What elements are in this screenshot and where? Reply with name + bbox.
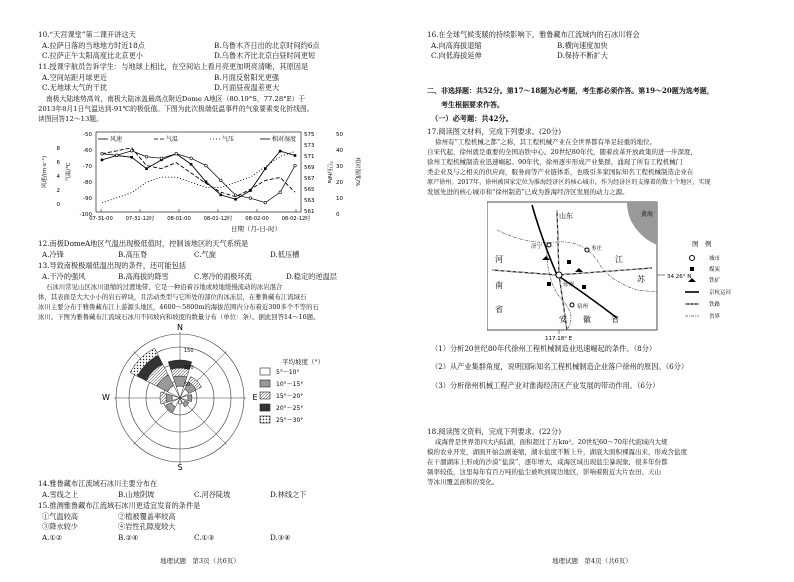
rose-south-label: S xyxy=(177,463,183,472)
map-label-su: 苏 xyxy=(637,275,645,284)
q16-option-d: D.保持不断扩大 xyxy=(557,51,608,60)
section2-title: 二、非选择题：共52分。第17～18题为必考题，考生都必须作答。第19～20题为选考题， xyxy=(427,86,714,95)
q16-option-b: B.横向速度加快 xyxy=(557,41,608,50)
wind-tick: 0 xyxy=(56,202,60,208)
q14-option-d: D.林线之下 xyxy=(270,490,307,499)
q17-text-2: 自宋代起，徐州就是重要的全国冶铁中心。20世纪80年代，随着改革开放政策的进一步深度， xyxy=(427,148,698,156)
wind-point xyxy=(190,163,193,166)
legend-iron: 铁矿 xyxy=(709,278,721,284)
q15-item-3: ③降水较少 xyxy=(42,522,78,531)
q15-option-b: B.②④ xyxy=(118,533,139,542)
x-tick-label: 08-02-00 xyxy=(245,216,269,222)
q10-option-b: B.乌鲁木齐日出的北京时间约6点 xyxy=(214,41,320,50)
legend-railway: 铁路 xyxy=(709,302,721,308)
pressure-tick: 571 xyxy=(304,154,315,160)
x-tick-label: 08-01-12时 xyxy=(203,216,233,222)
legend-coal: 煤炭 xyxy=(709,267,721,273)
q17-text-4: 类企业及与之相关的供应商，服务商等产业链体系，也吸引多家国际知名工程机械制造企业在 xyxy=(427,168,694,176)
q16-option-a: A.向高海拔退缩 xyxy=(431,41,482,50)
legend-coal-icon xyxy=(690,267,694,271)
humidity-point xyxy=(234,194,237,197)
humidity-point xyxy=(116,154,119,157)
map-label-jiang: 江 xyxy=(615,255,623,264)
rose-legend-label-3: 20°～25° xyxy=(276,405,304,412)
rose-tick-50: 50 xyxy=(184,382,191,388)
legend-border: 省界 xyxy=(709,314,721,320)
q13-option-c: C.寒冷的雨极环流 xyxy=(194,272,252,281)
section2-subtitle: 考生根据要求作答。 xyxy=(441,100,504,109)
humidity-point xyxy=(175,152,178,155)
passage1-line2: 2013年8月1日气温达到-91℃的极低值。下图为此次极端低温事件的气象要素变化折线图。 xyxy=(38,105,314,113)
pressure-tick: 563 xyxy=(304,198,315,204)
legend-city: 城市 xyxy=(709,256,721,262)
q12-stem: 12.南极DomeA地区气温出现极低值时，控制该地区的天气系统是 xyxy=(38,239,249,248)
q10-option-c: C.拉萨正午太阳高度比北京更小 xyxy=(42,51,143,60)
q17-sub2: （2）从产业集群角度，说明国际知名工程机械制造企业落户徐州的原因。（6分） xyxy=(431,362,689,371)
q16-stem: 16.在全球气候变暖的持续影响下，雅鲁藏布江流域内的石冰川将会 xyxy=(427,30,640,39)
humidity-tick: 10 xyxy=(336,196,343,202)
map-label-sheng-1: 省 xyxy=(611,315,619,324)
legend-label-1: 气温 xyxy=(166,136,179,143)
chart-ylabel-wind: 风速/(m·s⁻¹) xyxy=(42,155,48,189)
map-longitude: 117.18° E xyxy=(545,336,573,342)
rock-glacier-rose-diagram xyxy=(100,322,360,472)
q15-item-1: ①气温较高 xyxy=(42,512,78,521)
q13-option-a: A.干冷的强风 xyxy=(42,272,86,281)
rose-legend-swatch-4 xyxy=(260,416,270,423)
wind-point xyxy=(234,198,237,201)
rose-legend-label-1: 10°～15° xyxy=(276,381,304,388)
rose-legend-label-0: 5°～10° xyxy=(276,369,300,376)
series-line-1 xyxy=(102,148,295,197)
wind-point xyxy=(130,156,133,159)
q12-option-b: B.高压脊 xyxy=(118,250,148,259)
map-label-an: 安 xyxy=(559,315,567,324)
legend-label-0: 风速 xyxy=(110,136,123,143)
required-heading: （一）必考题：共42分。 xyxy=(431,114,513,123)
rose-legend-swatch-2 xyxy=(260,392,270,399)
q10-option-d: D.乌鲁木齐比北京白昼时间更短 xyxy=(214,51,316,60)
q10-stem: 10.“天宫课堂”第二课开讲这天 xyxy=(38,30,136,39)
wind-tick: 8 xyxy=(56,146,60,152)
q11-option-a: A.空间站距月球更近 xyxy=(42,73,107,82)
q12-option-d: D.低压槽 xyxy=(270,250,300,259)
map-label-xuzhou: 徐州 xyxy=(563,282,575,288)
q18-text-5: 等冰川覆盖面积的变化。 xyxy=(427,478,499,486)
temp-tick: -50 xyxy=(83,132,92,138)
passage2-line1: 石冰川常见山区冰川退缩的过渡地带，它是一种沿着谷地或坡地缓慢流动的冰岩混合 xyxy=(46,283,283,291)
humidity-tick: 50 xyxy=(336,132,343,138)
q14-option-a: A.雪线之上 xyxy=(42,490,79,499)
q11-stem: 11.授课宇航员告诉学生：与地球上相比，在空间站上看月亮更加明亮清晰，其原因是 xyxy=(38,62,309,71)
legend-canal: 京杭运河 xyxy=(709,290,732,296)
map-latitude: 34.26° N xyxy=(667,274,692,280)
map-label-shandong: 山东 xyxy=(559,212,573,220)
q10-option-a: A.拉萨日落的当地地方时近18点 xyxy=(42,41,145,50)
humidity-point xyxy=(249,197,252,200)
humidity-tick: 40 xyxy=(336,148,343,154)
q18-text-1: 咸海曾是世界第四大内陆湖，面积超过了万km²。20世纪60～70年代流域内大规 xyxy=(435,438,668,446)
wind-point xyxy=(294,154,297,157)
pressure-tick: 561 xyxy=(304,209,315,215)
map-label-sheng-2: 省 xyxy=(495,305,503,314)
map-label-jining: 济宁 xyxy=(531,244,543,250)
map-label-zaozhuang: 枣庄 xyxy=(591,246,603,252)
pressure-tick: 573 xyxy=(304,143,315,149)
temp-tick: -90 xyxy=(83,196,92,202)
q17-sub1: （1）分析20世纪80年代徐州工程机械制造业迅速崛起的条件。（8分） xyxy=(431,344,657,353)
rose-legend-label-4: 25°～30° xyxy=(276,417,304,424)
q14-option-c: C.河谷陡坡 xyxy=(194,490,231,499)
pressure-tick: 565 xyxy=(304,187,315,193)
chart-ylabel-pressure: 气压/hPa xyxy=(326,160,332,184)
q17-text-6: 发展先进的核心城市和“徐州制造”已成为淮海经济区发展的动力之源。 xyxy=(427,188,629,196)
wind-point xyxy=(205,180,208,183)
temp-tick: -80 xyxy=(83,180,92,186)
q16-option-c: C.向低海拔延伸 xyxy=(431,51,482,60)
q11-option-d: D.月面昼夜温差更大 xyxy=(214,83,280,92)
rose-wedge xyxy=(188,394,192,401)
humidity-tick: 30 xyxy=(336,164,343,170)
q17-text-1: 徐州有“工程机械之都”之称，其工程机械产业在全世界都有举足轻重的地位。 xyxy=(435,138,657,146)
rose-legend-label-2: 15°～20° xyxy=(276,393,304,400)
map-label-nan: 南 xyxy=(495,281,503,290)
rose-legend-title: 平均坡度（°） xyxy=(282,358,325,366)
passage2-line3: 冰川主要分布于雅鲁藏布江上游源头地区，4600～5800m的海拔范围内分布着近300多个不等的石 xyxy=(38,303,319,311)
map-label-he: 河 xyxy=(495,255,503,264)
rose-legend-swatch-1 xyxy=(260,380,270,387)
rose-legend-swatch-0 xyxy=(260,368,270,375)
humidity-tick: 20 xyxy=(336,180,343,186)
xuzhou-map xyxy=(487,200,777,342)
q15-option-a: A.①② xyxy=(42,533,63,542)
pressure-tick: 575 xyxy=(304,132,315,138)
q13-stem: 13.导致南极极端低温出现的条件，还可能包括 xyxy=(38,261,186,270)
humidity-point xyxy=(294,164,297,167)
map-sea-label: 黄海 xyxy=(641,211,654,218)
chart-ylabel-humidity: 相对湿度/% xyxy=(354,157,360,187)
q18-text-2: 模的农业开发，湖面开始急剧萎缩，湖水盐度不断上升，湖底大面积裸露出来，形成含盐度 xyxy=(427,448,687,456)
chart-frame xyxy=(96,132,301,212)
q14-option-b: B.山地阴坡 xyxy=(118,490,155,499)
humidity-point xyxy=(101,152,104,155)
q17-text-5: 原产徐州。2017年，徐州被国家定位为淮海经济区的核心城市，作为经济区的支撑着的数十个地区，实现 xyxy=(427,179,711,186)
rose-wedge xyxy=(160,392,167,404)
q17-stem: 17.阅读图文材料，完成下列要求。(20分) xyxy=(427,127,561,136)
q15-option-c: C.①③ xyxy=(194,533,215,542)
humidity-point xyxy=(190,157,193,160)
humidity-point xyxy=(264,201,267,204)
humidity-point xyxy=(219,179,222,182)
humidity-point xyxy=(160,157,163,160)
x-tick-label: 08-02-12时 xyxy=(281,216,311,222)
humidity-point xyxy=(279,191,282,194)
temp-tick: -70 xyxy=(83,164,92,170)
footer-left: 地理试题 第3页（共6页） xyxy=(160,557,240,565)
passage2-line2: 体，其表面是大大小小的岩石碎块，且活动类型与它所处的部位的冰冻层，在雅鲁藏布江流域石 xyxy=(38,293,307,301)
humidity-point xyxy=(130,150,133,153)
page-right xyxy=(397,0,794,582)
q15-item-4: ④岩性孔隙度较大 xyxy=(118,522,176,531)
q18-text-3: 在干涸湖床上形成的沙漠“盐漠”，逐年增大，咸海区域出现盐尘暴现象，很多年份都 xyxy=(427,458,668,466)
x-tick-label: 08-01-00 xyxy=(167,216,191,222)
q11-option-c: C.无地球大气的干扰 xyxy=(42,83,108,92)
passage1-line3: 读图回答12～13题。 xyxy=(38,115,103,123)
q13-option-b: B.高海拔的降雪 xyxy=(118,272,169,281)
wind-point xyxy=(101,159,104,162)
q15-item-2: ②植被覆盖率较高 xyxy=(118,512,176,521)
humidity-tick: 0 xyxy=(336,212,340,218)
passage1-line1: 南极大陆地势高耸，南极大陆冰盖最高点附近Dome A地区（80.19°S，77.28°E）于 xyxy=(46,95,306,103)
rose-north-label: N xyxy=(177,323,183,332)
rose-tick-150: 150 xyxy=(184,348,194,354)
q18-text-4: 频率较低，这里每年有百万吨的盐尘被吹到周边地区，影响着附近大片农田、天山 xyxy=(427,468,661,476)
humidity-point xyxy=(205,164,208,167)
wind-point xyxy=(145,167,148,170)
q12-option-a: A.冷锋 xyxy=(42,250,64,259)
weather-line-chart xyxy=(36,126,366,236)
temp-tick: -100 xyxy=(79,212,92,218)
wind-point xyxy=(279,150,282,153)
chart-xlabel: 日期（月-日-时） xyxy=(230,225,282,233)
rose-east-label: E xyxy=(252,393,258,402)
x-tick-label: 07-31-00 xyxy=(89,216,113,222)
q14-stem: 14.雅鲁藏布江流域石冰川主要分布在 xyxy=(38,479,158,488)
passage2-line4: 冰川。下图为雅鲁藏布江流域石冰川不同坡向和坡度的数量分布（单位：条）。据此回答14～16题。 xyxy=(38,313,320,321)
series-line-2 xyxy=(102,151,295,202)
q12-option-c: C.气旋 xyxy=(194,250,216,259)
q15-stem: 15.推测雅鲁藏布江流域石冰川更适宜发育的条件是 xyxy=(38,501,201,510)
wind-point xyxy=(219,194,222,197)
q13-option-d: D.稳定的逆温层 xyxy=(286,272,337,281)
wind-tick: 6 xyxy=(56,160,60,166)
temp-tick: -60 xyxy=(83,148,92,154)
chart-ylabel-temp: 气温/℃ xyxy=(66,162,72,182)
footer-right: 地理试题 第4页（共6页） xyxy=(552,557,632,565)
rose-wedge xyxy=(166,394,172,403)
pressure-tick: 569 xyxy=(304,165,315,171)
humidity-point xyxy=(145,155,148,158)
legend-label-2: 气压 xyxy=(222,136,235,143)
rose-legend-swatch-3 xyxy=(260,404,270,411)
q11-option-b: B.月面反射阳光更强 xyxy=(214,73,280,82)
legend-city-icon xyxy=(690,256,695,261)
map-legend-title: 图 例 xyxy=(692,240,712,248)
legend-label-3: 相对湿度 xyxy=(272,136,297,143)
q17-text-3: 徐州工程机械制造业迅速崛起。90年代，徐州逐步形成产业集群，涌现了所有工程机械门 xyxy=(427,158,683,166)
rose-west-label: W xyxy=(102,393,110,402)
map-label-hui: 徽 xyxy=(583,315,591,324)
q17-sub3: （3）分析徐州机械工程产业对淮海经济区产业发展的带动作用。（6分） xyxy=(431,381,660,390)
q18-stem: 18.阅读图文资料，完成下列要求。(22分) xyxy=(427,427,561,436)
q15-option-d: D.③④ xyxy=(270,533,291,542)
series-line-3 xyxy=(102,151,295,203)
wind-tick: 4 xyxy=(56,174,60,180)
map-label-suzhou: 宿州 xyxy=(577,304,589,310)
pressure-tick: 567 xyxy=(304,176,315,182)
wind-tick: 2 xyxy=(56,188,60,194)
x-tick-label: 07-31-12时 xyxy=(125,216,155,222)
rose-tick-100: 100 xyxy=(184,365,194,371)
